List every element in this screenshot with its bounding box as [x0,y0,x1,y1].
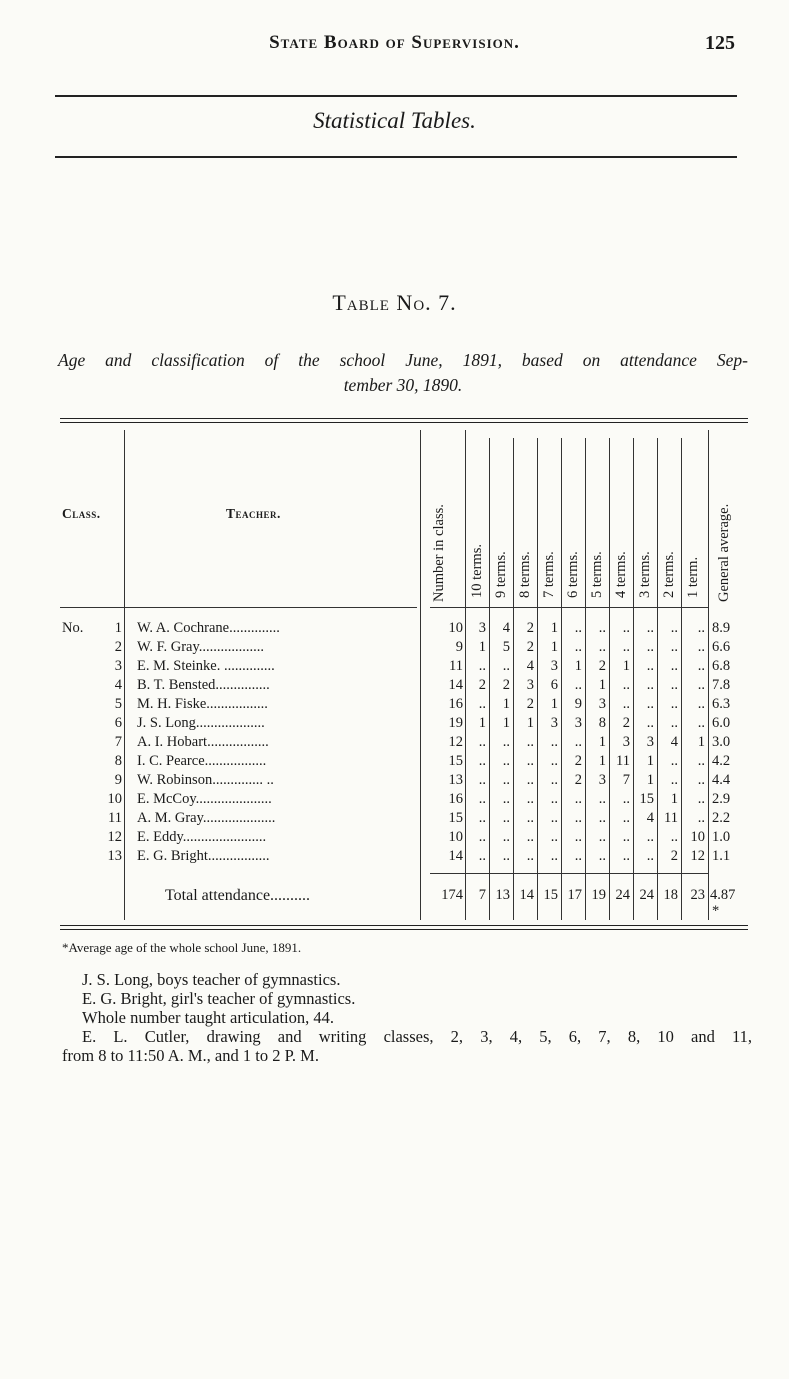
general-average-cell: 2.9 [712,791,731,807]
table-title: Table No. 7. [332,290,457,315]
section-title: Statistical Tables. [313,108,476,133]
terms-cell: .. [598,829,606,845]
class-number-cell: 5 [114,696,122,712]
table-bottom-border [60,925,748,930]
terms-cell: .. [646,658,654,674]
terms-cell: .. [550,753,558,769]
terms-9-header: 9 terms. [493,551,509,598]
terms-cell: 1 [478,639,486,655]
teacher-name-cell: M. H. Fiske................. [137,696,268,712]
terms-cell: 1 [478,715,486,731]
number-in-class-cell: 10 [448,829,463,845]
class-number-cell: 4 [114,677,122,693]
terms-cell: 3 [598,696,606,712]
number-in-class-cell: 15 [448,810,463,826]
terms-cell: .. [646,677,654,693]
header-bottom-rule-left [60,607,417,608]
terms-4-header: 4 terms. [613,551,629,598]
column-divider [124,430,125,920]
teacher-name-cell: A. I. Hobart................. [137,734,269,750]
terms-cell: 1 [646,753,654,769]
terms-cell: .. [646,829,654,845]
terms-cell: .. [478,829,486,845]
note-line: J. S. Long, boys teacher of gymnastics. [82,970,341,989]
terms-cell: 3 [574,715,582,731]
column-divider [681,438,682,920]
total-terms-cell: 15 [543,887,558,903]
terms-cell: .. [478,848,486,864]
terms-cell: .. [598,848,606,864]
terms-cell: .. [478,772,486,788]
total-terms-cell: 19 [591,887,606,903]
terms-cell: .. [670,620,678,636]
terms-cell: .. [622,848,630,864]
terms-cell: .. [697,658,705,674]
terms-cell: 10 [690,829,705,845]
teacher-name-cell: E. McCoy..................... [137,791,272,807]
terms-cell: .. [526,791,534,807]
terms-cell: .. [526,848,534,864]
running-header: State Board of Supervision. [269,32,520,53]
terms-cell: 3 [550,658,558,674]
terms-cell: 5 [502,639,510,655]
table-caption [58,348,748,398]
terms-cell: .. [526,753,534,769]
terms-cell: .. [697,810,705,826]
header-bottom-rule-right [430,607,708,608]
teacher-name-cell: E. G. Bright................. [137,848,270,864]
general-average-cell: 4.2 [712,753,731,769]
terms-cell: .. [598,639,606,655]
class-number-cell: 10 [107,791,122,807]
class-number-cell: 12 [107,829,122,845]
terms-cell: .. [550,848,558,864]
note-line: E. L. Cutler, drawing and writing classes, 2, 3, 4, 5, 6, 7, 8, 10 and 11, [82,1027,752,1046]
terms-cell: .. [697,791,705,807]
general-average-cell: 1.0 [712,829,731,845]
terms-cell: .. [574,677,582,693]
terms-cell: 2 [574,772,582,788]
general-average-cell: 6.8 [712,658,731,674]
general-average-header: General average. [716,503,732,602]
terms-cell: .. [550,734,558,750]
no-label: No. [62,620,84,636]
class-number-cell: 6 [114,715,122,731]
terms-cell: .. [478,791,486,807]
page-number: 125 [705,32,735,54]
terms-cell: .. [574,829,582,845]
table-top-border [60,418,748,423]
terms-cell: .. [622,639,630,655]
terms-cell: .. [697,715,705,731]
terms-cell: .. [670,658,678,674]
terms-cell: 1 [598,734,606,750]
terms-cell: 2 [670,848,678,864]
terms-cell: 2 [526,620,534,636]
terms-cell: .. [526,772,534,788]
terms-cell: 1 [598,677,606,693]
teacher-name-cell: W. Robinson.............. .. [137,772,274,788]
terms-cell: 4 [526,658,534,674]
total-terms-cell: 23 [690,887,705,903]
number-in-class-cell: 15 [448,753,463,769]
terms-cell: .. [697,753,705,769]
terms-cell: .. [526,734,534,750]
class-column-header: Class. [62,506,101,521]
total-terms-cell: 18 [663,887,678,903]
terms-cell: .. [622,620,630,636]
terms-1-header: 1 term. [685,556,701,598]
terms-cell: 2 [478,677,486,693]
column-divider [708,430,709,920]
terms-cell: .. [526,829,534,845]
terms-cell: .. [697,620,705,636]
terms-cell: .. [697,772,705,788]
teacher-name-cell: W. F. Gray.................. [137,639,265,655]
terms-cell: .. [574,639,582,655]
terms-cell: .. [670,639,678,655]
terms-cell: .. [478,696,486,712]
class-number-cell: 2 [114,639,122,655]
terms-cell: 1 [697,734,705,750]
general-average-cell: 3.0 [712,734,731,750]
terms-7-header: 7 terms. [541,551,557,598]
total-label: Total attendance.......... [165,887,311,904]
general-average-cell: 7.8 [712,677,731,693]
terms-cell: 2 [526,639,534,655]
number-in-class-cell: 14 [448,848,463,864]
terms-cell: 1 [550,696,558,712]
terms-cell: .. [622,829,630,845]
terms-cell: .. [574,734,582,750]
terms-cell: .. [622,810,630,826]
terms-cell: 3 [478,620,486,636]
terms-cell: 3 [526,677,534,693]
terms-cell: .. [550,810,558,826]
terms-cell: .. [670,772,678,788]
terms-cell: 1 [550,639,558,655]
note-line: Whole number taught articulation, 44. [82,1008,335,1027]
terms-cell: 2 [526,696,534,712]
terms-cell: .. [574,810,582,826]
total-terms-cell: 24 [615,887,630,903]
terms-cell: .. [670,753,678,769]
section-rule [55,156,737,158]
terms-cell: .. [646,715,654,731]
terms-cell: 11 [664,810,678,826]
terms-cell: 6 [550,677,558,693]
terms-cell: .. [670,715,678,731]
number-in-class-header: Number in class. [431,504,447,602]
terms-cell: 12 [690,848,705,864]
number-in-class-cell: 12 [448,734,463,750]
general-average-cell: 1.1 [712,848,731,864]
terms-cell: 1 [502,715,510,731]
general-average-cell: 8.9 [712,620,731,636]
terms-cell: 2 [622,715,630,731]
terms-cell: .. [646,639,654,655]
terms-10-header: 10 terms. [469,544,485,598]
terms-cell: 8 [598,715,606,731]
general-average-cell: 6.3 [712,696,731,712]
general-average-cell: 6.0 [712,715,731,731]
terms-cell: .. [502,810,510,826]
terms-cell: .. [502,829,510,845]
total-terms-cell: 17 [567,887,582,903]
terms-cell: 3 [622,734,630,750]
terms-cell: .. [502,791,510,807]
number-in-class-cell: 19 [448,715,463,731]
terms-cell: 1 [526,715,534,731]
terms-cell: .. [526,810,534,826]
terms-cell: 1 [550,620,558,636]
terms-cell: 4 [502,620,510,636]
terms-cell: .. [598,791,606,807]
terms-cell: .. [646,696,654,712]
teacher-name-cell: E. Eddy....................... [137,829,267,845]
footnote: *Average age of the whole school June, 1891. [62,940,302,955]
terms-cell: 2 [574,753,582,769]
terms-cell: .. [697,696,705,712]
terms-cell: 3 [550,715,558,731]
total-average-cell: 4.87 [710,887,736,903]
teacher-name-cell: B. T. Bensted............... [137,677,270,693]
terms-cell: .. [574,620,582,636]
total-rule [430,873,708,874]
number-in-class-cell: 16 [448,696,463,712]
terms-2-header: 2 terms. [661,551,677,598]
terms-5-header: 5 terms. [589,551,605,598]
terms-cell: .. [574,791,582,807]
terms-cell: .. [622,677,630,693]
class-number-cell: 1 [114,620,122,636]
notes [62,970,752,1065]
average-footnote-mark: * [712,903,720,919]
terms-cell: .. [697,639,705,655]
header-rule [55,95,737,97]
terms-cell: .. [646,848,654,864]
terms-cell: 3 [598,772,606,788]
terms-cell: .. [622,696,630,712]
terms-cell: .. [502,734,510,750]
terms-cell: 3 [646,734,654,750]
terms-cell: 2 [502,677,510,693]
number-in-class-cell: 13 [448,772,463,788]
caption-line-1: Age and classification of the school June, 1891, based on attendance Sep- [58,350,748,370]
note-line: E. G. Bright, girl's teacher of gymnastics. [82,989,356,1008]
class-number-cell: 13 [107,848,122,864]
teacher-name-cell: E. M. Steinke. .............. [137,658,275,674]
terms-cell: .. [502,772,510,788]
terms-cell: .. [697,677,705,693]
terms-cell: 1 [574,658,582,674]
terms-cell: .. [478,734,486,750]
terms-cell: 2 [598,658,606,674]
total-terms-cell: 24 [639,887,654,903]
terms-cell: .. [550,829,558,845]
caption-line-2: tember 30, 1890. [343,375,463,395]
terms-cell: .. [478,753,486,769]
class-number-cell: 8 [114,753,122,769]
note-line: from 8 to 11:50 A. M., and 1 to 2 P. M. [62,1046,319,1065]
terms-cell: .. [550,791,558,807]
terms-cell: .. [574,848,582,864]
number-in-class-cell: 14 [448,677,463,693]
terms-cell: .. [550,772,558,788]
terms-cell: .. [622,791,630,807]
total-terms-cell: 14 [519,887,534,903]
teacher-column-header: Teacher. [226,506,281,521]
terms-cell: .. [598,620,606,636]
terms-cell: 1 [598,753,606,769]
general-average-cell: 6.6 [712,639,731,655]
terms-cell: 1 [622,658,630,674]
terms-6-header: 6 terms. [565,551,581,598]
terms-cell: .. [502,848,510,864]
terms-cell: .. [670,829,678,845]
class-number-cell: 7 [114,734,122,750]
teacher-name-cell: A. M. Gray.................... [137,810,276,826]
terms-cell: .. [646,620,654,636]
total-terms-cell: 13 [495,887,510,903]
general-average-cell: 4.4 [712,772,731,788]
number-in-class-cell: 11 [449,658,463,674]
terms-cell: 1 [670,791,678,807]
class-number-cell: 9 [114,772,122,788]
terms-cell: .. [502,658,510,674]
terms-3-header: 3 terms. [637,551,653,598]
terms-cell: 1 [646,772,654,788]
terms-cell: .. [670,677,678,693]
class-number-cell: 11 [108,810,122,826]
terms-cell: 9 [574,696,582,712]
teacher-name-cell: W. A. Cochrane.............. [137,620,280,636]
teacher-name-cell: J. S. Long................... [137,715,265,731]
number-in-class-cell: 10 [448,620,463,636]
general-average-cell: 2.2 [712,810,731,826]
terms-cell: .. [502,753,510,769]
terms-cell: 11 [616,753,630,769]
number-in-class-cell: 9 [455,639,463,655]
total-terms-cell: 7 [478,887,486,903]
terms-cell: .. [598,810,606,826]
total-number-cell: 174 [441,887,463,903]
terms-cell: 7 [622,772,630,788]
teacher-name-cell: I. C. Pearce................. [137,753,267,769]
terms-cell: 15 [639,791,654,807]
terms-cell: .. [670,696,678,712]
terms-cell: 4 [670,734,678,750]
terms-8-header: 8 terms. [517,551,533,598]
column-divider [420,430,421,920]
terms-cell: 4 [646,810,654,826]
number-in-class-cell: 16 [448,791,463,807]
terms-cell: 1 [502,696,510,712]
class-number-cell: 3 [114,658,122,674]
terms-cell: .. [478,658,486,674]
terms-cell: .. [478,810,486,826]
